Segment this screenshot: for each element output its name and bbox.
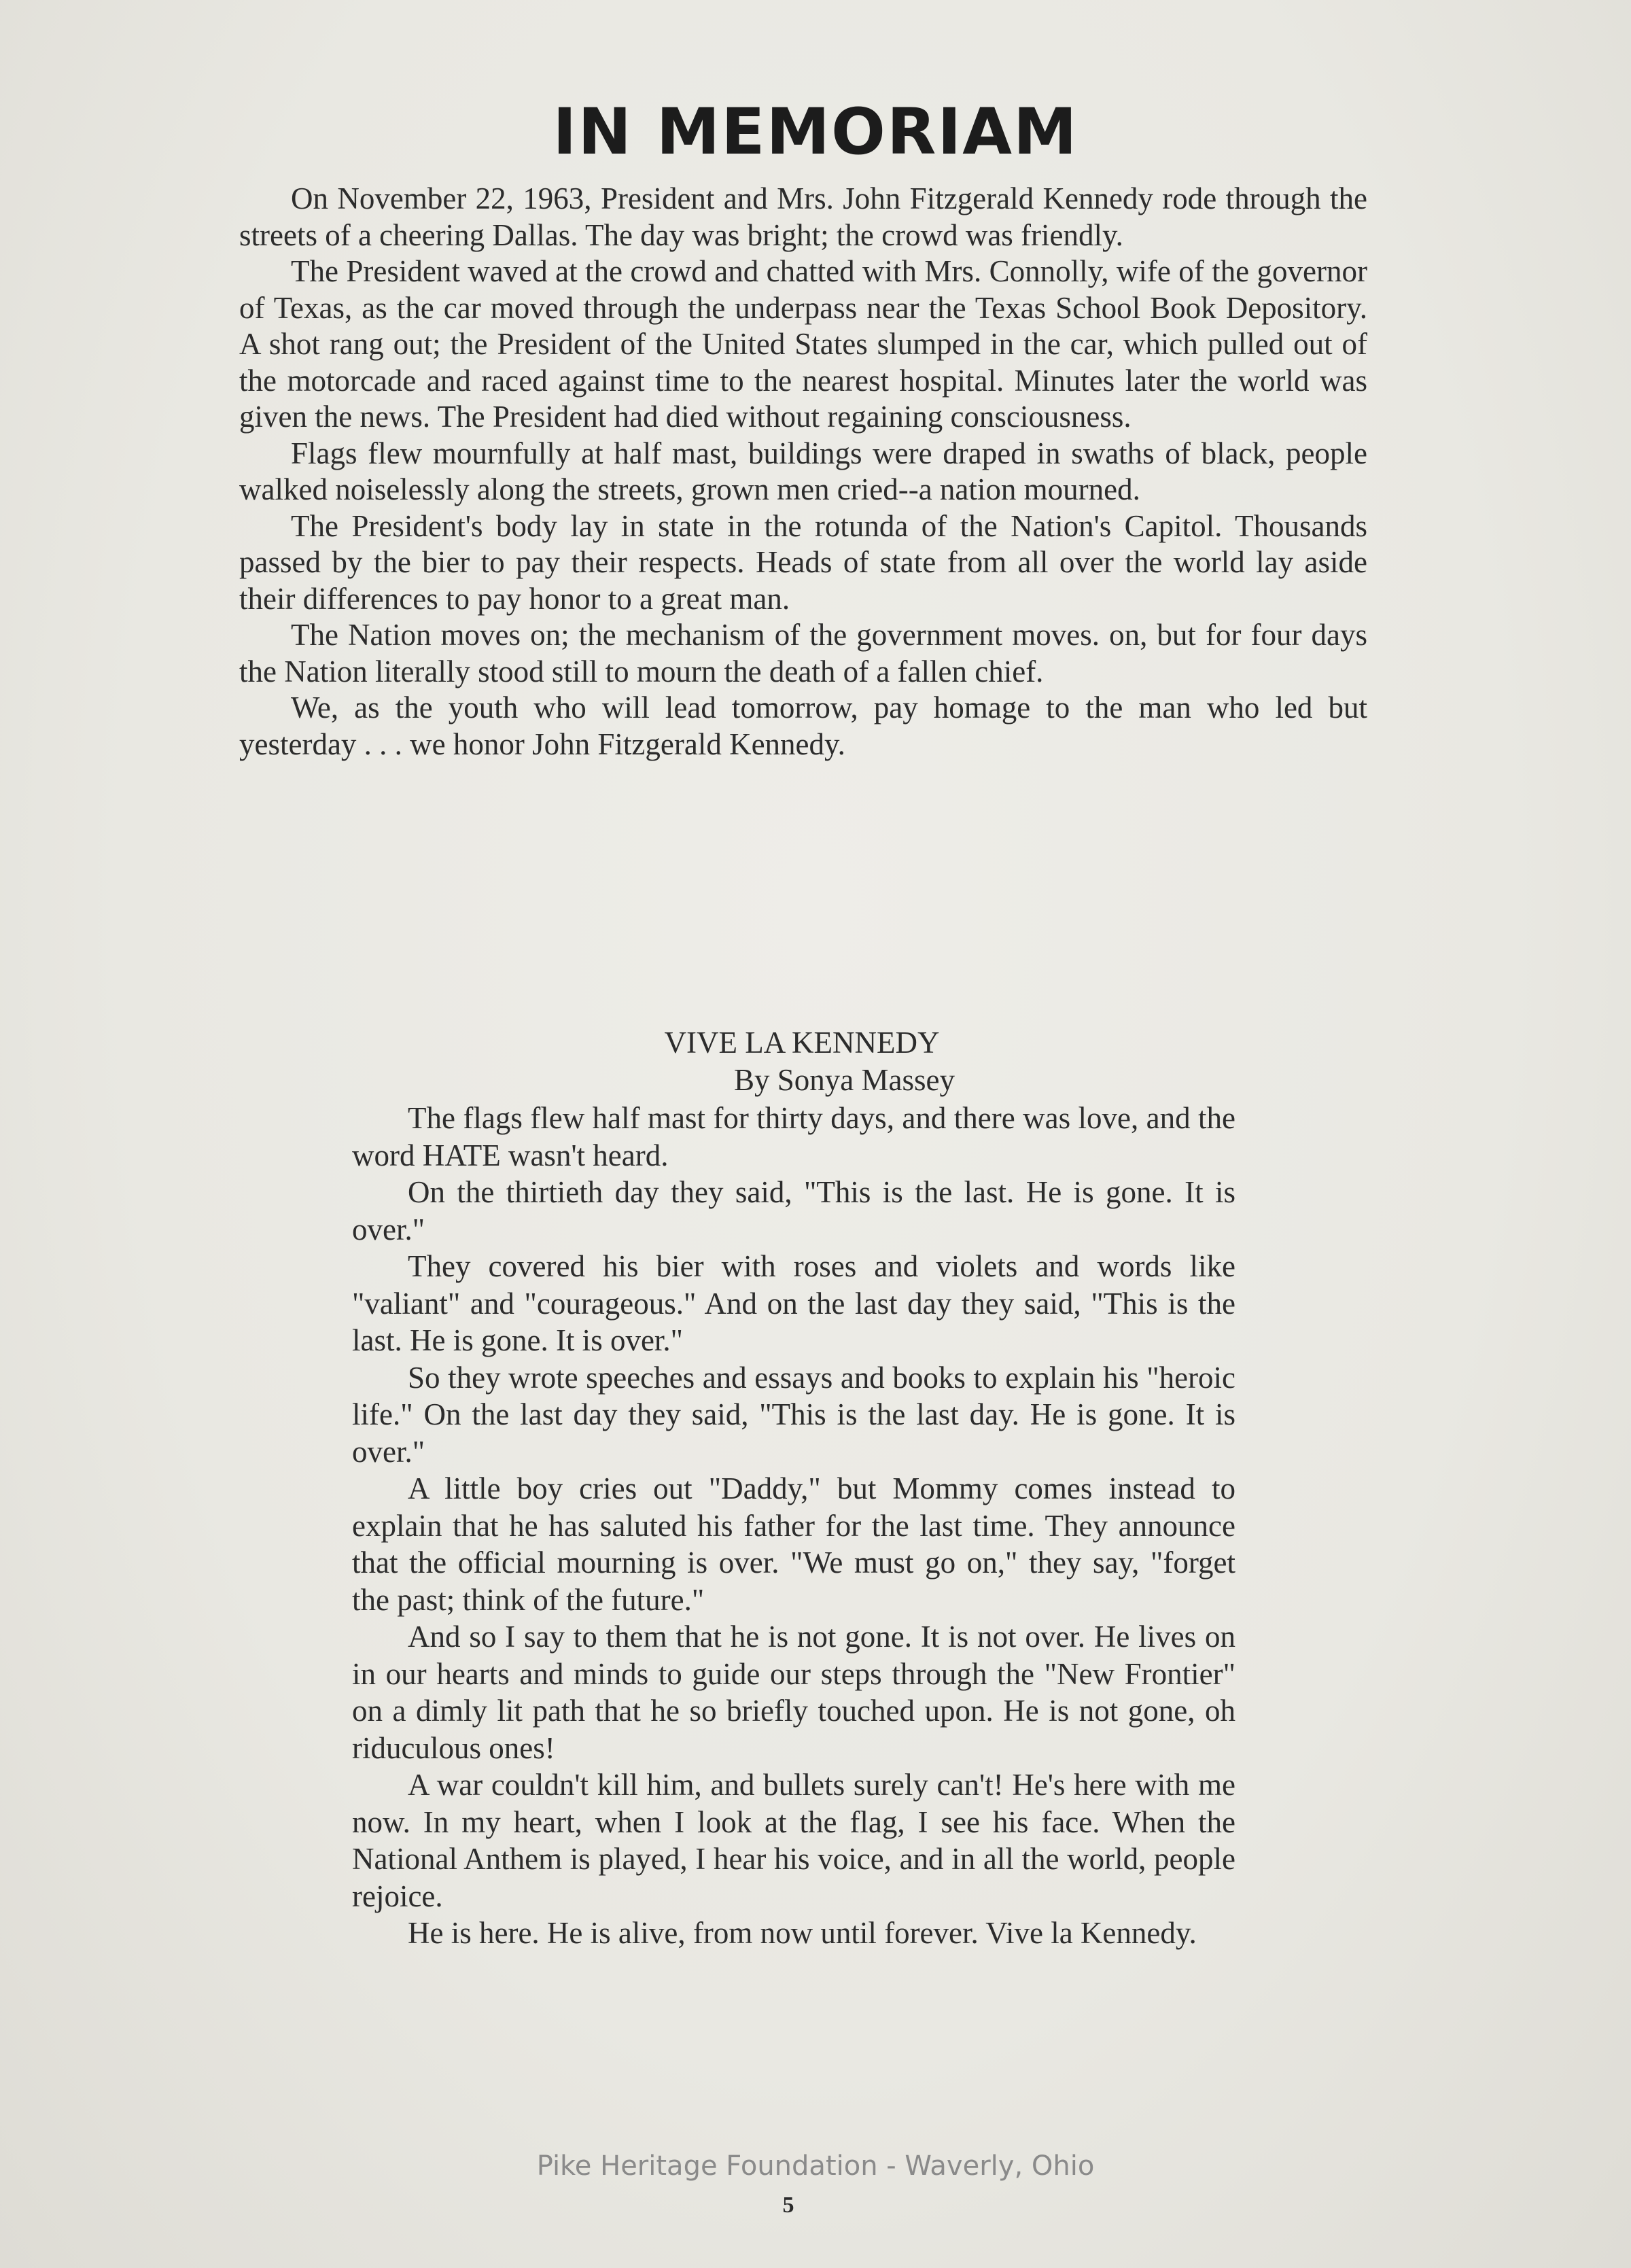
page-title: IN MEMORIAM [553, 95, 1078, 169]
memoriam-paragraph: The President waved at the crowd and chatted with Mrs. Connolly, wife of the governor of Texas, as the car moved through the underpass near the Texas School Book Depository. A shot rang out; the President of the United States slumped in the car, which pulled out of the motorcade and raced against time to the nearest hospital. Minutes later the world was given the news. The President had died without regaining consciousness. [239, 254, 1367, 434]
memoriam-text [239, 181, 1367, 763]
poem-stanza: On the thirtieth day they said, "This is the last. He is gone. It is over." [352, 1175, 1235, 1246]
memoriam-paragraph: The President's body lay in state in the rotunda of the Nation's Capitol. Thousands passed by the bier to pay their respects. Heads of state from all over the world lay aside their differences to pay honor to a great man. [239, 508, 1367, 616]
footer-watermark: Pike Heritage Foundation - Waverly, Ohio [536, 2150, 1095, 2182]
poem-stanza: He is here. He is alive, from now until forever. Vive la Kennedy. [408, 1916, 1197, 1950]
poem-stanza: And so I say to them that he is not gone. It is not over. He lives on in our hearts and minds to guide our steps through the "New Frontier" on a dimly lit path that he so briefly touched upon. He is not gone, oh riduculous ones! [352, 1620, 1235, 1765]
poem-title: VIVE LA KENNEDY [664, 1026, 940, 1060]
page-number: 5 [782, 2193, 794, 2218]
memoriam-paragraph: The Nation moves on; the mechanism of the government moves. on, but for four days the Nation literally stood still to mourn the death of a fallen chief. [239, 618, 1367, 688]
memoriam-paragraph: Flags flew mournfully at half mast, buildings were draped in swaths of black, people walked noiselessly along the streets, grown men cried--a nation mourned. [239, 436, 1367, 506]
poem-text [352, 1100, 1235, 1952]
memoriam-paragraph: We, as the youth who will lead tomorrow, pay homage to the man who led but yesterday . . . we honor John Fitzgerald Kennedy. [239, 691, 1367, 761]
poem-stanza: So they wrote speeches and essays and books to explain his "heroic life." On the last day they said, "This is the last day. He is gone. It is over." [352, 1360, 1235, 1469]
poem-stanza: A war couldn't kill him, and bullets surely can't! He's here with me now. In my heart, when I look at the flag, I see his face. When the National Anthem is played, I hear his voice, and in all the world, people rejoice. [352, 1768, 1235, 1913]
poem-author: By Sonya Massey [734, 1063, 955, 1097]
poem-stanza: They covered his bier with roses and violets and words like "valiant" and "courageous." And on the last day they said, "This is the last. He is gone. It is over." [352, 1249, 1235, 1357]
poem-stanza: The flags flew half mast for thirty days, and there was love, and the word HATE wasn't heard. [352, 1101, 1235, 1172]
memoriam-paragraph: On November 22, 1963, President and Mrs. John Fitzgerald Kennedy rode through the streets of a cheering Dallas. The day was bright; the crowd was friendly. [239, 181, 1367, 252]
poem-stanza: A little boy cries out "Daddy," but Mommy comes instead to explain that he has saluted his father for the last time. They announce that the official mourning is over. "We must go on," they say, "forget the past; think of the future." [352, 1471, 1235, 1617]
